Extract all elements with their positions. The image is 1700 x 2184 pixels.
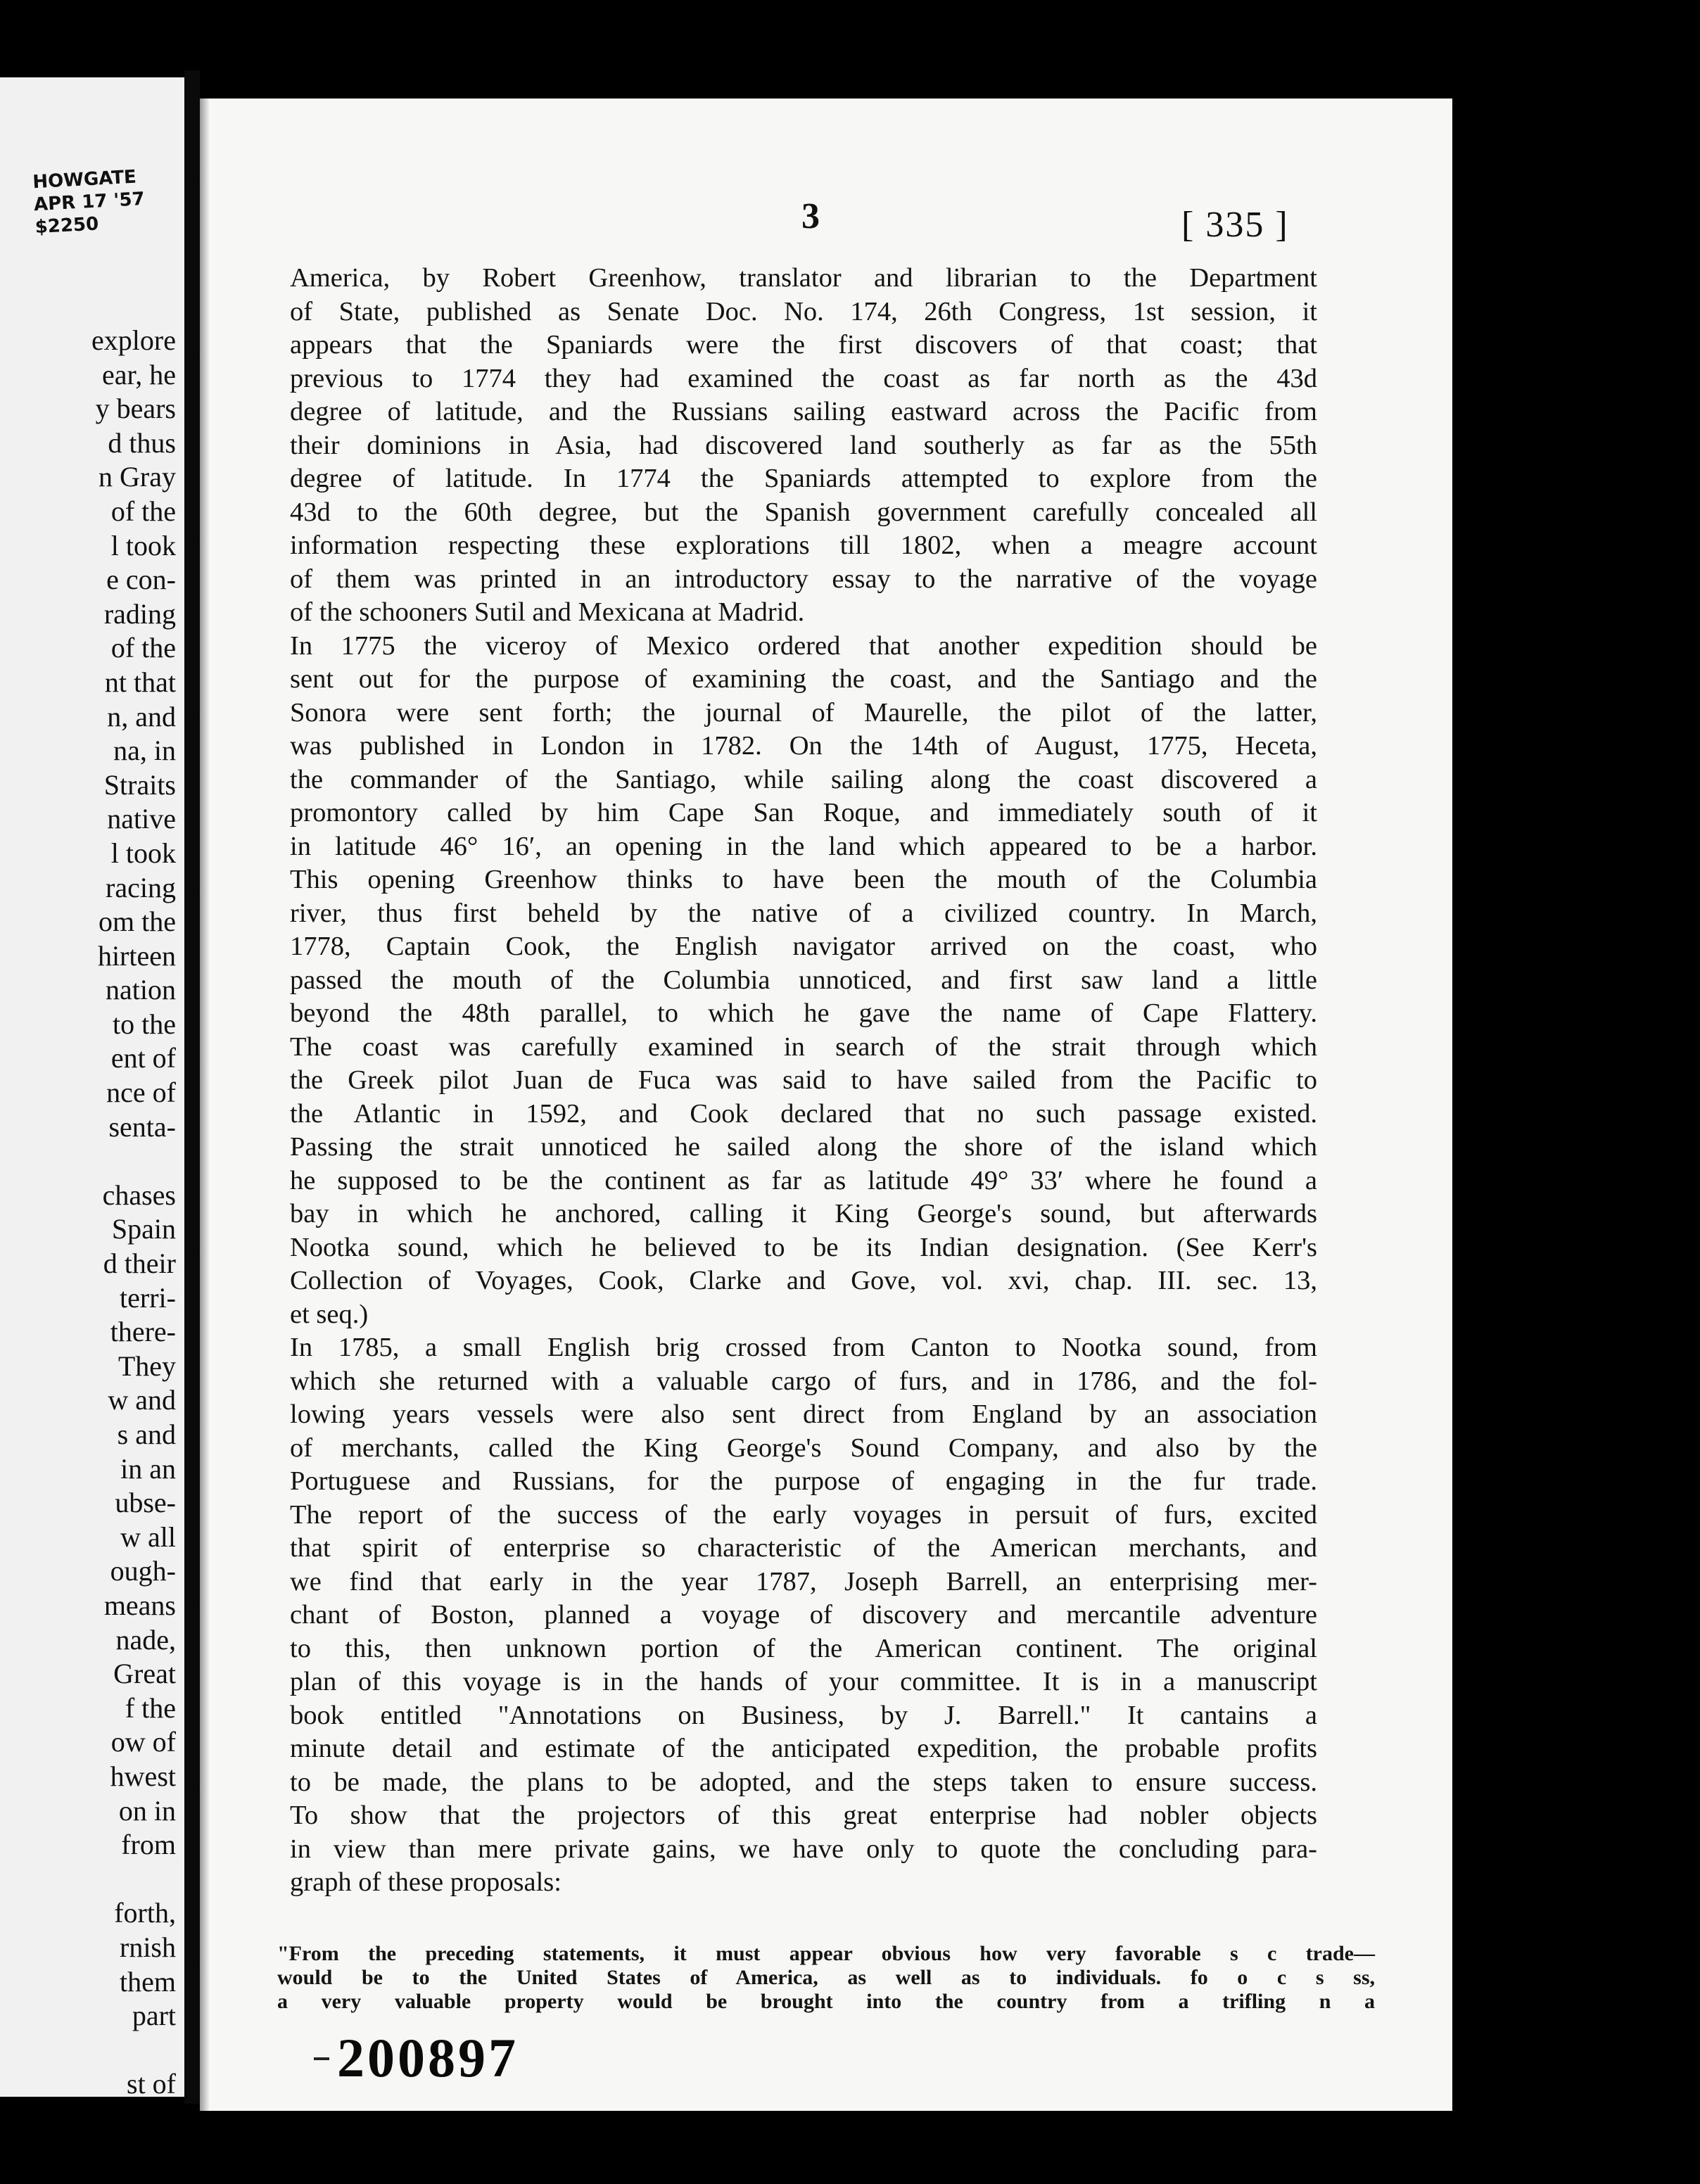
catalog-number: 200897: [337, 2027, 519, 2088]
left-page-line: hwest: [110, 1760, 176, 1792]
page-number: 3: [801, 196, 820, 236]
left-page-line: from: [121, 1829, 176, 1861]
body-line: in latitude 46° 16′, an opening in the land which appeared to be a harbor.: [290, 831, 1317, 861]
left-page-line: om the: [99, 906, 176, 938]
body-line: The coast was carefully examined in search of the strait through which: [290, 1031, 1317, 1062]
left-page-line: e con-: [106, 564, 176, 596]
left-page-line: st of: [127, 2068, 176, 2097]
body-line: we find that early in the year 1787, Joseph Barrell, an enterprising mer-: [290, 1566, 1317, 1596]
body-line: the commander of the Santiago, while sailing along the coast discovered a: [290, 764, 1317, 794]
body-line: In 1775 the viceroy of Mexico ordered that another expedition should be: [290, 630, 1317, 661]
body-line: he supposed to be the continent as far as latitude 49° 33′ where he found a: [290, 1165, 1317, 1195]
left-page-line: na, in: [113, 735, 176, 767]
left-page-line: [0, 1144, 176, 1179]
body-line: appears that the Spaniards were the first discovers of that coast; that: [290, 330, 1317, 360]
left-page-line: Spain: [111, 1213, 176, 1245]
footnote-line: a very valuable property would be brought into the country from a trifling n a: [277, 1990, 1375, 2013]
left-page-line: [0, 1862, 176, 1897]
catalog-dash: [314, 2057, 329, 2060]
left-page-line: Straits: [103, 768, 176, 801]
left-page-line: nt that: [104, 666, 176, 698]
left-page-line: there-: [110, 1316, 176, 1348]
body-line: of the schooners Sutil and Mexicana at Madrid.: [290, 597, 805, 627]
left-page-line: ubse-: [115, 1487, 176, 1519]
body-line: graph of these proposals:: [290, 1867, 562, 1897]
left-page-line: them: [120, 1965, 176, 1998]
body-line: the Greek pilot Juan de Fuca was said to have sailed from the Pacific to: [290, 1065, 1317, 1095]
body-line: that spirit of enterprise so characteristic of the American merchants, and: [290, 1533, 1317, 1563]
left-page-line: racing: [106, 871, 176, 903]
body-line: of State, published as Senate Doc. No. 174, 26th Congress, 1st session, it: [290, 296, 1317, 326]
main-page: [200, 99, 1452, 2111]
body-line: Portuguese and Russians, for the purpose of engaging in the fur trade.: [290, 1466, 1317, 1496]
left-page-line: hirteen: [97, 939, 176, 972]
body-line: chant of Boston, planned a voyage of discovery and mercantile adventure: [290, 1600, 1317, 1630]
body-line: bay in which he anchored, calling it King George's sound, but afterwards: [290, 1199, 1317, 1228]
library-stamp: [32, 164, 177, 239]
footnote: [277, 1942, 1452, 2014]
left-page-line: on in: [118, 1794, 176, 1827]
left-page-line: l took: [110, 837, 176, 869]
body-line: This opening Greenhow thinks to have been the mouth of the Columbia: [290, 865, 1317, 894]
left-page-line: rading: [103, 597, 176, 630]
left-facing-page: [0, 77, 184, 2097]
body-line: previous to 1774 they had examined the coast as far north as the 43d: [290, 363, 1317, 393]
left-page-line: senta-: [108, 1110, 176, 1143]
body-line: To show that the projectors of this great enterprise had nobler objects: [290, 1801, 1317, 1830]
left-page-line: chases: [102, 1179, 176, 1211]
left-page-line: ear, he: [102, 358, 176, 391]
left-page-line: n Gray: [99, 461, 176, 493]
left-page-line: nation: [106, 974, 176, 1006]
left-page-line: ent of: [110, 1042, 176, 1074]
left-page-line: ough-: [110, 1555, 176, 1587]
left-page-line: nce of: [106, 1077, 176, 1109]
stamp-line: HOWGATE: [32, 166, 137, 193]
left-page-line: f the: [125, 1691, 176, 1724]
left-page-line: terri-: [120, 1281, 176, 1314]
body-line: Sonora were sent forth; the journal of Maurelle, the pilot of the latter,: [290, 697, 1317, 728]
footnote-line: would be to the United States of America, as well as to individuals. fo o c s ss,: [277, 1966, 1375, 1989]
body-line: in view than mere private gains, we have only to quote the concluding para-: [290, 1834, 1317, 1864]
body-line: of merchants, called the King George's Sound Company, and also by the: [290, 1433, 1317, 1463]
body-line: the Atlantic in 1592, and Cook declared that no such passage existed.: [290, 1098, 1317, 1129]
left-page-line: [0, 2033, 176, 2068]
left-page-line: d their: [103, 1247, 176, 1280]
left-page-line: s and: [117, 1418, 176, 1450]
left-page-line: native: [107, 803, 176, 835]
body-line: of them was printed in an introductory essay to the narrative of the voyage: [290, 564, 1317, 594]
body-line: In 1785, a small English brig crossed from Canton to Nootka sound, from: [290, 1333, 1317, 1362]
body-line: plan of this voyage is in the hands of your committee. It is in a manuscript: [290, 1667, 1317, 1696]
body-line: 43d to the 60th degree, but the Spanish government carefully concealed all: [290, 497, 1317, 527]
body-line: was published in London in 1782. On the 14th of August, 1775, Heceta,: [290, 731, 1317, 761]
body-line: The report of the success of the early voyages in persuit of furs, excited: [290, 1499, 1317, 1530]
body-line: degree of latitude. In 1774 the Spaniards attempted to explore from the: [290, 464, 1317, 493]
left-page-line: Great: [113, 1658, 176, 1690]
left-page-line: of the: [110, 632, 176, 664]
body-line: to this, then unknown portion of the American continent. The original: [290, 1633, 1317, 1663]
left-page-line: part: [132, 2000, 176, 2032]
body-text: [290, 262, 1452, 1900]
left-page-line: n, and: [107, 700, 176, 732]
body-line: their dominions in Asia, had discovered land southerly as far as the 55th: [290, 430, 1317, 460]
body-line: promontory called by him Cape San Roque, and immediately south of it: [290, 798, 1317, 827]
left-page-line: y bears: [95, 393, 176, 425]
footnote-line: "From the preceding statements, it must appear obvious how very favorable s c trade—: [277, 1942, 1375, 1965]
page-gutter-shadow: [200, 99, 210, 2111]
body-line: beyond the 48th parallel, to which he gave the name of Cape Flattery.: [290, 998, 1317, 1028]
left-page-line: in an: [120, 1452, 176, 1485]
left-page-line: They: [118, 1350, 176, 1382]
book-spine: [184, 70, 200, 2104]
left-page-line: d thus: [108, 426, 176, 459]
body-line: river, thus first beheld by the native of a civilized country. In March,: [290, 898, 1317, 928]
left-page-line: of the: [110, 495, 176, 527]
body-line: degree of latitude, and the Russians sailing eastward across the Pacific from: [290, 397, 1317, 426]
left-page-line: l took: [110, 529, 176, 561]
body-line: lowing years vessels were also sent direct from England by an association: [290, 1399, 1317, 1429]
stamp-line: $2250: [34, 213, 99, 239]
left-page-line: w all: [120, 1520, 176, 1553]
body-line: information respecting these explorations till 1802, when a meagre account: [290, 531, 1317, 560]
body-line: book entitled "Annotations on Business, by J. Barrell." It cantains a: [290, 1700, 1317, 1730]
left-page-line: forth,: [114, 1897, 176, 1929]
left-page-line: explore: [91, 324, 176, 356]
left-page-line: to the: [113, 1008, 176, 1040]
body-line: et seq.): [290, 1299, 369, 1329]
left-page-line: ow of: [110, 1726, 176, 1758]
left-page-text: [0, 324, 176, 2097]
stamp-line: APR 17 '57: [33, 189, 146, 216]
left-page-line: rnish: [120, 1931, 176, 1963]
body-line: Nootka sound, which he believed to be its Indian designation. (See Kerr's: [290, 1232, 1317, 1262]
left-page-line: w and: [108, 1384, 176, 1416]
body-line: Passing the strait unnoticed he sailed along the shore of the island which: [290, 1132, 1317, 1162]
left-page-line: nade,: [115, 1623, 176, 1656]
document-number: [ 335 ]: [1181, 205, 1289, 245]
body-line: to be made, the plans to be adopted, and the steps taken to ensure success.: [290, 1767, 1317, 1797]
body-line: 1778, Captain Cook, the English navigator arrived on the coast, who: [290, 932, 1317, 961]
body-line: sent out for the purpose of examining the coast, and the Santiago and the: [290, 664, 1317, 694]
body-line: Collection of Voyages, Cook, Clarke and Gove, vol. xvi, chap. III. sec. 13,: [290, 1266, 1317, 1295]
body-line: minute detail and estimate of the anticipated expedition, the probable profits: [290, 1734, 1317, 1763]
body-line: which she returned with a valuable cargo of furs, and in 1786, and the fol-: [290, 1366, 1317, 1396]
body-line: passed the mouth of the Columbia unnoticed, and first saw land a little: [290, 965, 1317, 995]
left-page-line: means: [103, 1589, 176, 1621]
body-line: America, by Robert Greenhow, translator and librarian to the Department: [290, 263, 1317, 293]
